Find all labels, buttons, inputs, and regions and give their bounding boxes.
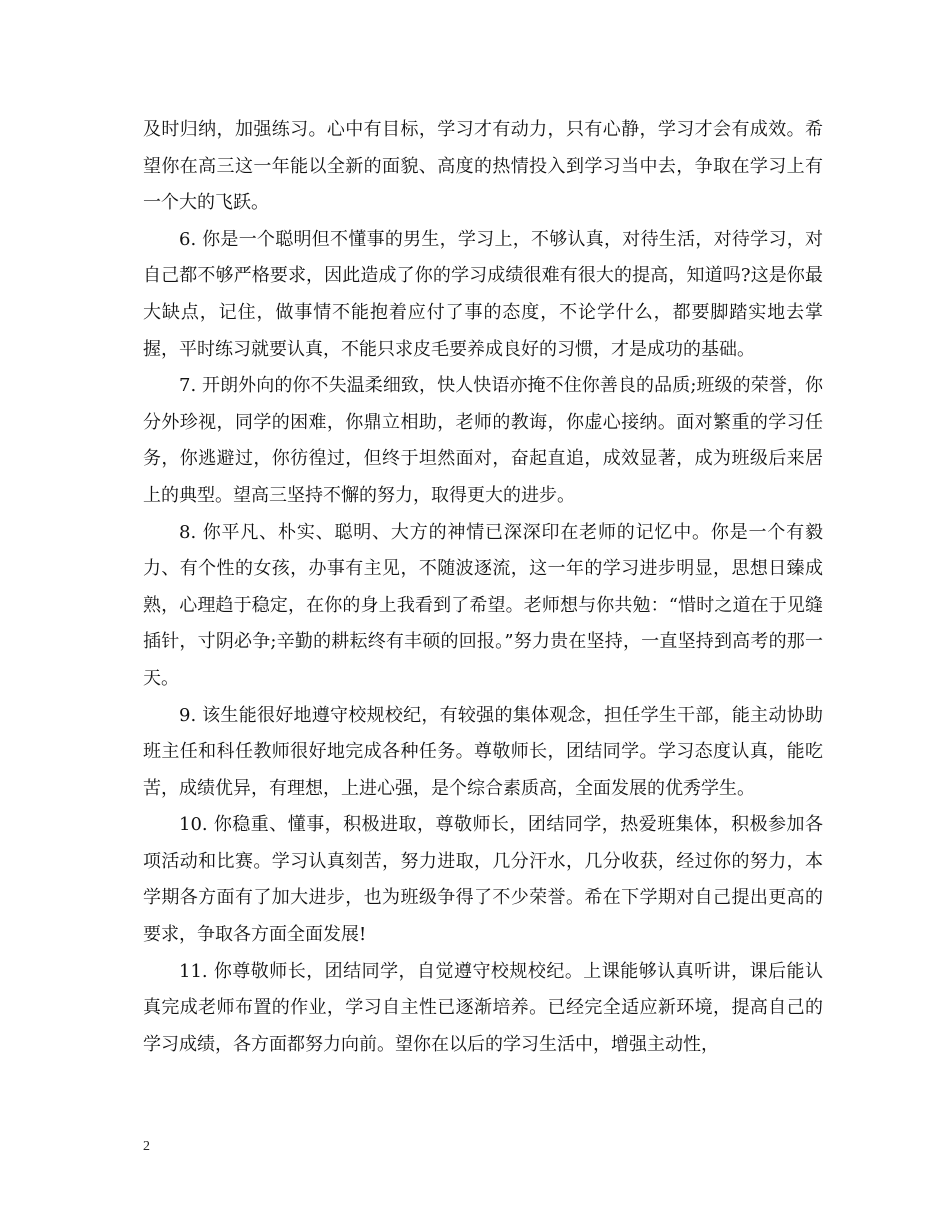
paragraph-item-6: 6. 你是一个聪明但不懂事的男生，学习上，不够认真，对待生活，对待学习，对自己都不够严格要求，因此造成了你的学习成绩很难有很大的提高，知道吗?这是你最大缺点，记住，做事情不能抱着应付了事的态度，不论学什么，都要脚踏实地去掌握，平时练习就要认真，不能只求皮毛要养成良好的习惯，才是成功的基础。 [143, 228, 823, 360]
paragraph-item-9: 9. 该生能很好地遵守校规校纪，有较强的集体观念，担任学生干部，能主动协助班主任和科任教师很好地完成各种任务。尊敬师长，团结同学。学习态度认真，能吃苦，成绩优异，有理想，上进心强，是个综合素质高，全面发展的优秀学生。 [143, 704, 823, 799]
paragraph-item-7: 7. 开朗外向的你不失温柔细致，快人快语亦掩不住你善良的品质;班级的荣誉，你分外珍视，同学的困难，你鼎立相助，老师的教诲，你虚心接纳。面对繁重的学习任务，你逃避过，你彷徨过，但终于坦然面对，奋起直追，成效显著，成为班级后来居上的典型。望高三坚持不懈的努力，取得更大的进步。 [143, 375, 823, 506]
paragraph-item-11: 11. 你尊敬师长，团结同学，自觉遵守校规校纪。上课能够认真听讲，课后能认真完成老师布置的作业，学习自主性已逐渐培养。已经完全适应新环境，提高自己的学习成绩，各方面都努力向前。望你在以后的学习生活中，增强主动性， [143, 960, 823, 1055]
paragraph-continued: 及时归纳，加强练习。心中有目标，学习才有动力，只有心静，学习才会有成效。希望你在高三这一年能以全新的面貌、高度的热情投入到学习当中去，争取在学习上有一个大的飞跃。 [143, 119, 823, 214]
paragraph-item-8: 8. 你平凡、朴实、聪明、大方的神情已深深印在老师的记忆中。你是一个有毅力、有个性的女孩，办事有主见，不随波逐流，这一年的学习进步明显，思想日臻成熟，心理趋于稳定，在你的身上我看到了希望。老师想与你共勉：“惜时之道在于见缝插针，寸阴必争;辛勤的耕耘终有丰硕的回报。”努力贵在坚持，一直坚持到高考的那一天。 [143, 521, 823, 689]
page-number: 2 [143, 1139, 150, 1154]
document-body [143, 112, 823, 1063]
paragraph-item-10: 10. 你稳重、懂事，积极进取，尊敬师长，团结同学，热爱班集体，积极参加各项活动和比赛。学习认真刻苦，努力进取，几分汗水，几分收获，经过你的努力，本学期各方面有了加大进步，也为班级争得了不少荣誉。希在下学期对自己提出更高的要求，争取各方面全面发展! [143, 814, 823, 946]
